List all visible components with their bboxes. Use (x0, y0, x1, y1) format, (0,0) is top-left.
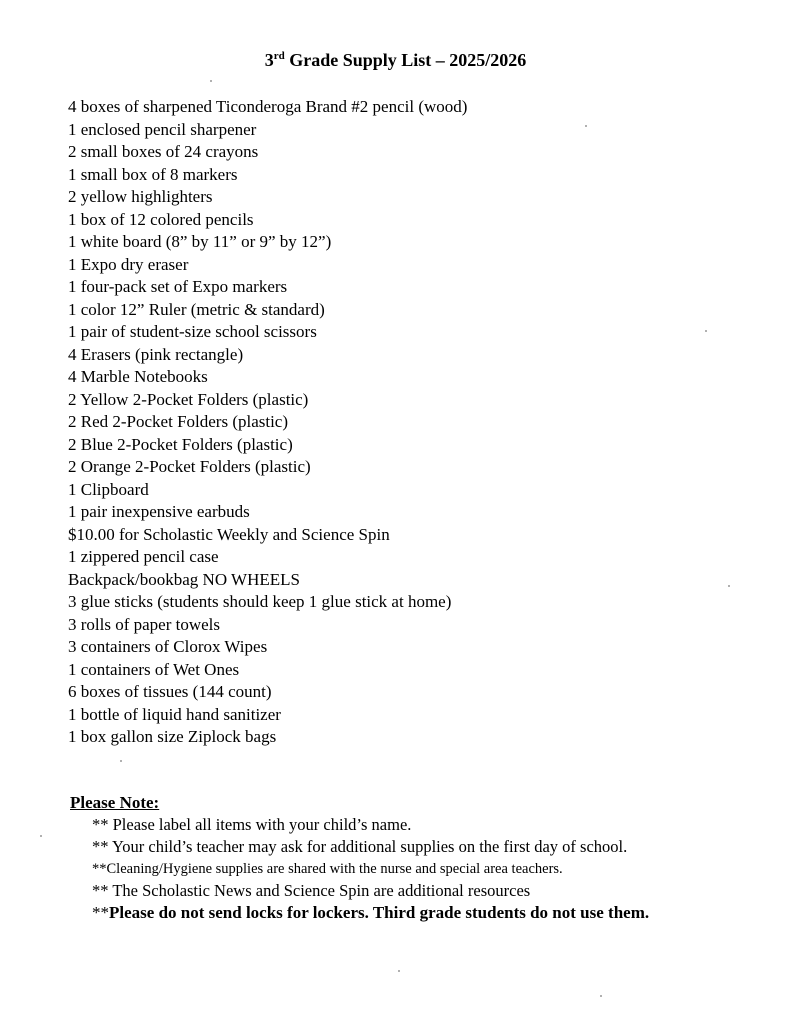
list-item: 3 rolls of paper towels (68, 614, 221, 634)
scan-speck (398, 970, 400, 972)
page-title (0, 48, 791, 72)
note-item-final (92, 902, 649, 924)
notes-list (92, 814, 649, 924)
supply-list (68, 96, 467, 749)
title-rest: Grade Supply List – 2025/2026 (284, 50, 527, 70)
list-item: Backpack/bookbag NO WHEELS (68, 569, 300, 589)
scan-speck (40, 835, 42, 837)
scan-speck (600, 995, 602, 997)
scan-speck (210, 80, 212, 82)
list-item: $10.00 for Scholastic Weekly and Science Spin (68, 524, 390, 544)
title-superscript: rd (273, 50, 285, 62)
list-item: 6 boxes of tissues (144 count) (68, 682, 272, 701)
list-item: 1 bottle of liquid hand sanitizer (68, 704, 281, 724)
note-item: ** Please label all items with your child’s name. (92, 815, 412, 834)
list-item: 1 color 12” Ruler (metric & standard) (68, 299, 325, 319)
list-item: 3 glue sticks (students should keep 1 glue stick at home) (68, 592, 452, 611)
note-item: ** Your child’s teacher may ask for additional supplies on the first day of school. (92, 837, 628, 856)
list-item: 1 four-pack set of Expo markers (68, 277, 288, 296)
list-item: 1 pair of student-size school scissors (68, 322, 317, 341)
list-item: 4 Marble Notebooks (68, 367, 208, 386)
list-item: 1 containers of Wet Ones (68, 659, 240, 679)
list-item: 1 Expo dry eraser (68, 254, 189, 274)
scan-speck (728, 585, 730, 587)
list-item: 1 small box of 8 markers (68, 164, 238, 184)
list-item: 3 containers of Clorox Wipes (68, 637, 268, 656)
list-item: 1 zippered pencil case (68, 547, 219, 566)
note-item: **Cleaning/Hygiene supplies are shared with the nurse and special area teachers. (92, 861, 563, 877)
list-item: 1 pair inexpensive earbuds (68, 502, 250, 521)
list-item: 1 white board (8” by 11” or 9” by 12”) (68, 232, 332, 251)
title-prefix: 3 (264, 50, 274, 70)
scan-speck (705, 330, 707, 332)
note-heading: Please Note: (70, 793, 160, 812)
list-item: 2 yellow highlighters (68, 187, 213, 206)
list-item: 2 Orange 2-Pocket Folders (plastic) (68, 457, 311, 476)
list-item: 1 box of 12 colored pencils (68, 209, 254, 229)
list-item: 1 enclosed pencil sharpener (68, 119, 257, 139)
list-item: 2 Red 2-Pocket Folders (plastic) (68, 412, 289, 431)
list-item: 2 Blue 2-Pocket Folders (plastic) (68, 434, 293, 454)
note-item: ** The Scholastic News and Science Spin are additional resources (92, 881, 531, 900)
list-item: 4 Erasers (pink rectangle) (68, 344, 244, 364)
scan-speck (585, 125, 587, 127)
list-item: 2 Yellow 2-Pocket Folders (plastic) (68, 389, 309, 409)
list-item: 2 small boxes of 24 crayons (68, 142, 259, 161)
final-note-prefix: ** (92, 903, 109, 922)
final-note-bold: Please do not send locks for lockers. Third grade students do not use them. (109, 903, 650, 922)
list-item: 1 box gallon size Ziplock bags (68, 727, 277, 746)
list-item: 4 boxes of sharpened Ticonderoga Brand #2 pencil (wood) (68, 97, 468, 116)
scan-speck (120, 760, 122, 762)
list-item: 1 Clipboard (68, 479, 149, 499)
